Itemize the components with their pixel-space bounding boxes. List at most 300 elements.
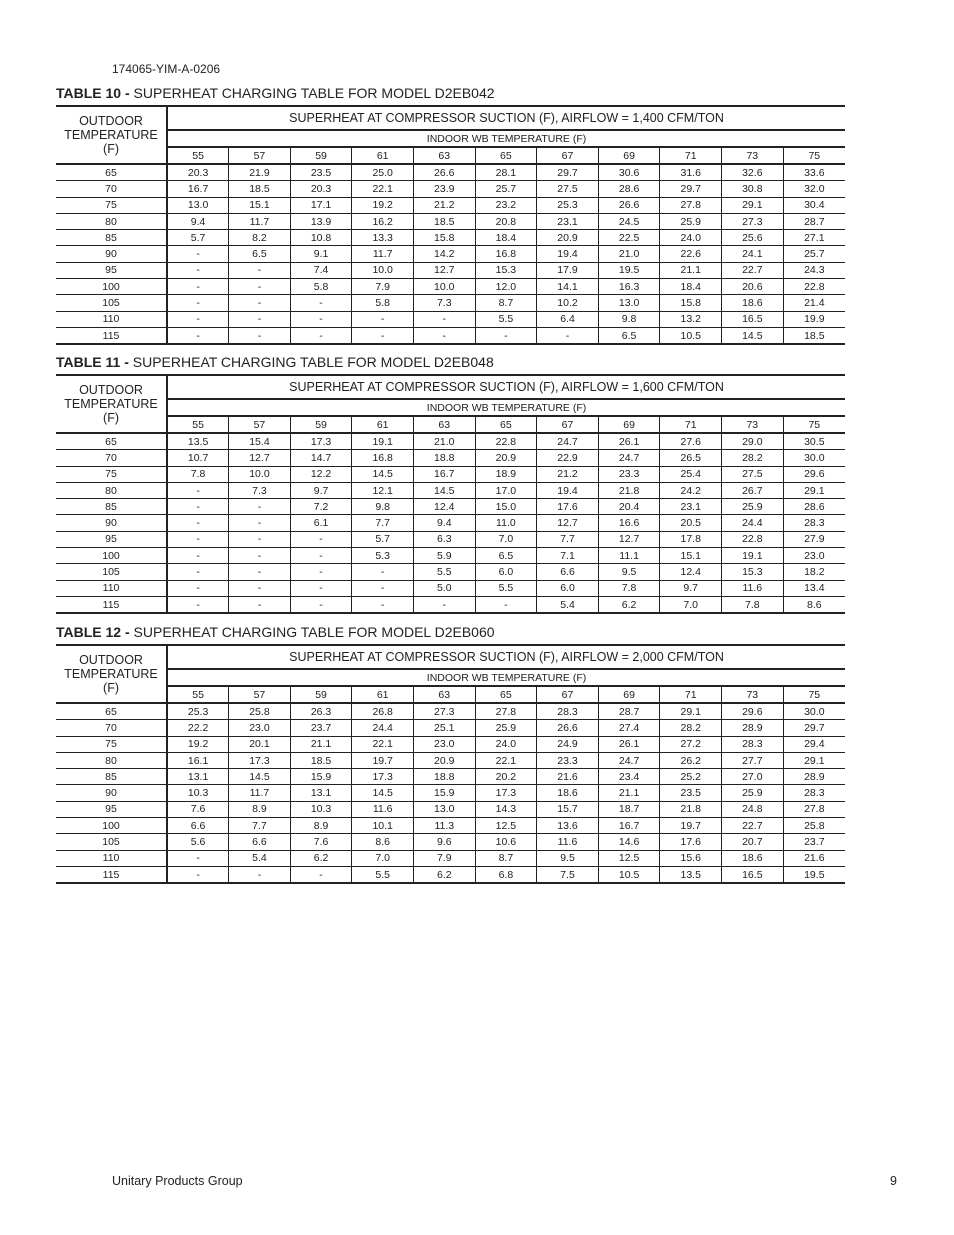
superheat-value-cell: 28.3 xyxy=(783,785,845,801)
superheat-value-cell: 8.6 xyxy=(783,596,845,613)
superheat-value-cell: 27.5 xyxy=(722,466,784,482)
superheat-value-cell: 28.6 xyxy=(783,499,845,515)
table-row xyxy=(56,327,845,344)
superheat-value-cell: 25.9 xyxy=(722,785,784,801)
superheat-value-cell: 17.3 xyxy=(475,785,537,801)
table-caption: SUPERHEAT CHARGING TABLE FOR MODEL D2EB060 xyxy=(133,624,495,640)
table-row xyxy=(56,548,845,564)
superheat-value-cell: 8.6 xyxy=(352,834,414,850)
superheat-value-cell: 18.5 xyxy=(783,327,845,344)
superheat-value-cell: 8.7 xyxy=(475,850,537,866)
superheat-value-cell: 19.2 xyxy=(167,736,229,752)
superheat-value-cell: 17.9 xyxy=(537,262,599,278)
superheat-value-cell: 21.0 xyxy=(413,433,475,450)
superheat-value-cell: - xyxy=(352,311,414,327)
table-row xyxy=(56,596,845,613)
superheat-value-cell: 12.2 xyxy=(290,466,352,482)
superheat-value-cell: 18.5 xyxy=(413,213,475,229)
superheat-value-cell: 24.4 xyxy=(352,720,414,736)
superheat-value-cell: 7.2 xyxy=(290,499,352,515)
superheat-value-cell: 14.5 xyxy=(722,327,784,344)
superheat-value-cell: 22.2 xyxy=(167,720,229,736)
superheat-value-cell: 7.3 xyxy=(413,295,475,311)
superheat-value-cell: 27.3 xyxy=(413,703,475,720)
superheat-value-cell: - xyxy=(413,596,475,613)
table-row xyxy=(56,720,845,736)
outdoor-temperature-cell: 115 xyxy=(56,596,167,613)
table-row xyxy=(56,433,845,450)
page-number: 9 xyxy=(890,1174,897,1188)
superheat-value-cell: 7.8 xyxy=(598,580,660,596)
superheat-value-cell: 29.6 xyxy=(783,466,845,482)
superheat-value-cell: 6.2 xyxy=(413,866,475,883)
superheat-value-cell: 13.5 xyxy=(660,866,722,883)
wb-column-header: 67 xyxy=(537,416,599,433)
outdoor-temperature-cell: 110 xyxy=(56,311,167,327)
superheat-value-cell: 21.1 xyxy=(598,785,660,801)
superheat-value-cell: 21.2 xyxy=(537,466,599,482)
outdoor-header-line: TEMPERATURE xyxy=(64,397,158,411)
outdoor-temperature-cell: 90 xyxy=(56,515,167,531)
superheat-value-cell: 16.7 xyxy=(413,466,475,482)
superheat-value-cell: 28.3 xyxy=(722,736,784,752)
superheat-value-cell: - xyxy=(290,295,352,311)
superheat-value-cell: - xyxy=(475,327,537,344)
superheat-value-cell: 23.5 xyxy=(290,164,352,181)
superheat-value-cell: 22.8 xyxy=(722,531,784,547)
outdoor-temperature-cell: 75 xyxy=(56,466,167,482)
superheat-value-cell: 11.6 xyxy=(352,801,414,817)
outdoor-temperature-cell: 105 xyxy=(56,834,167,850)
outdoor-temperature-cell: 100 xyxy=(56,548,167,564)
table-row xyxy=(56,482,845,498)
superheat-value-cell: - xyxy=(229,311,291,327)
superheat-value-cell: 20.6 xyxy=(722,279,784,295)
table-row xyxy=(56,311,845,327)
table-row xyxy=(56,164,845,181)
table-caption: SUPERHEAT CHARGING TABLE FOR MODEL D2EB042 xyxy=(133,85,495,101)
superheat-value-cell: 21.1 xyxy=(660,262,722,278)
superheat-value-cell: 15.9 xyxy=(413,785,475,801)
superheat-value-cell: 26.1 xyxy=(598,736,660,752)
superheat-value-cell: 11.7 xyxy=(229,213,291,229)
superheat-value-cell: - xyxy=(167,580,229,596)
superheat-value-cell: 7.1 xyxy=(537,548,599,564)
superheat-value-cell: 16.5 xyxy=(722,866,784,883)
superheat-value-cell: 5.8 xyxy=(352,295,414,311)
superheat-value-cell: 15.6 xyxy=(660,850,722,866)
superheat-value-cell: 25.7 xyxy=(475,181,537,197)
superheat-value-cell: 16.6 xyxy=(598,515,660,531)
superheat-value-cell: 23.1 xyxy=(537,213,599,229)
outdoor-temperature-cell: 65 xyxy=(56,164,167,181)
superheat-value-cell: 11.3 xyxy=(413,818,475,834)
superheat-value-cell: 17.0 xyxy=(475,482,537,498)
outdoor-header-line: (F) xyxy=(103,142,119,156)
superheat-value-cell: 13.6 xyxy=(537,818,599,834)
table-row xyxy=(56,279,845,295)
superheat-value-cell: 17.1 xyxy=(290,197,352,213)
superheat-value-cell: 20.8 xyxy=(475,213,537,229)
superheat-value-cell: 6.5 xyxy=(598,327,660,344)
superheat-value-cell: 5.7 xyxy=(352,531,414,547)
superheat-value-cell: 33.6 xyxy=(783,164,845,181)
superheat-value-cell: 24.7 xyxy=(598,450,660,466)
table-row xyxy=(56,850,845,866)
superheat-value-cell: 9.8 xyxy=(352,499,414,515)
superheat-value-cell: 6.6 xyxy=(537,564,599,580)
superheat-value-cell: 25.8 xyxy=(783,818,845,834)
superheat-value-cell: - xyxy=(352,580,414,596)
indoor-wb-header: INDOOR WB TEMPERATURE (F) xyxy=(167,399,845,416)
outdoor-header-line: TEMPERATURE xyxy=(64,128,158,142)
superheat-value-cell: 19.5 xyxy=(783,866,845,883)
superheat-value-cell: 23.7 xyxy=(290,720,352,736)
superheat-value-cell: 5.9 xyxy=(413,548,475,564)
superheat-value-cell: 18.6 xyxy=(722,850,784,866)
superheat-value-cell: 16.7 xyxy=(598,818,660,834)
superheat-value-cell: 30.5 xyxy=(783,433,845,450)
superheat-value-cell: 16.2 xyxy=(352,213,414,229)
wb-column-header: 73 xyxy=(722,686,784,703)
superheat-value-cell: 27.8 xyxy=(475,703,537,720)
superheat-value-cell: 30.4 xyxy=(783,197,845,213)
superheat-value-cell: - xyxy=(167,531,229,547)
superheat-value-cell: 26.3 xyxy=(290,703,352,720)
superheat-value-cell: 10.8 xyxy=(290,230,352,246)
superheat-value-cell: 27.1 xyxy=(783,230,845,246)
superheat-value-cell: - xyxy=(229,279,291,295)
outdoor-temperature-header xyxy=(56,106,167,164)
superheat-value-cell: 12.5 xyxy=(598,850,660,866)
superheat-value-cell: 16.8 xyxy=(352,450,414,466)
superheat-value-cell: 26.1 xyxy=(598,433,660,450)
outdoor-temperature-cell: 75 xyxy=(56,736,167,752)
superheat-value-cell: 12.1 xyxy=(352,482,414,498)
wb-column-header: 61 xyxy=(352,686,414,703)
table-row xyxy=(56,531,845,547)
superheat-value-cell: - xyxy=(196,329,200,342)
superheat-value-cell: - xyxy=(167,515,229,531)
wb-column-header: 73 xyxy=(722,147,784,164)
wb-column-header: 71 xyxy=(660,686,722,703)
wb-column-header: 67 xyxy=(537,147,599,164)
indoor-wb-header: INDOOR WB TEMPERATURE (F) xyxy=(167,130,845,147)
superheat-value-cell: 9.1 xyxy=(290,246,352,262)
superheat-value-cell: 23.3 xyxy=(598,466,660,482)
superheat-value-cell: 17.6 xyxy=(537,499,599,515)
superheat-value-cell: 10.5 xyxy=(660,327,722,344)
superheat-value-cell: 15.7 xyxy=(537,801,599,817)
superheat-value-cell: 20.2 xyxy=(475,769,537,785)
superheat-value-cell: 26.2 xyxy=(660,752,722,768)
table-row xyxy=(56,834,845,850)
table-row xyxy=(56,769,845,785)
superheat-value-cell: 28.9 xyxy=(783,769,845,785)
superheat-value-cell: 6.0 xyxy=(537,580,599,596)
superheat-value-cell: 27.6 xyxy=(660,433,722,450)
superheat-value-cell: 19.9 xyxy=(783,311,845,327)
outdoor-temperature-cell: 85 xyxy=(56,230,167,246)
superheat-value-cell: 10.1 xyxy=(352,818,414,834)
wb-column-header: 63 xyxy=(413,147,475,164)
superheat-value-cell: 16.1 xyxy=(167,752,229,768)
superheat-value-cell: 12.7 xyxy=(537,515,599,531)
superheat-value-cell: - xyxy=(167,482,229,498)
superheat-value-cell: - xyxy=(229,295,291,311)
superheat-value-cell: 9.4 xyxy=(167,213,229,229)
superheat-value-cell: 13.5 xyxy=(167,433,229,450)
superheat-value-cell: 18.8 xyxy=(413,769,475,785)
superheat-value-cell: 29.7 xyxy=(537,164,599,181)
wb-column-header: 55 xyxy=(167,147,229,164)
superheat-value-cell: 13.0 xyxy=(598,295,660,311)
superheat-value-cell: 5.6 xyxy=(167,834,229,850)
superheat-value-cell: 14.5 xyxy=(413,482,475,498)
superheat-value-cell: 9.4 xyxy=(413,515,475,531)
superheat-value-cell: 31.6 xyxy=(660,164,722,181)
outdoor-temperature-cell: 80 xyxy=(56,213,167,229)
superheat-value-cell: - xyxy=(229,327,291,344)
superheat-value-cell: - xyxy=(413,327,475,344)
superheat-value-cell: - xyxy=(167,499,229,515)
superheat-value-cell: 13.1 xyxy=(167,769,229,785)
superheat-value-cell: 29.0 xyxy=(722,433,784,450)
superheat-value-cell: 25.9 xyxy=(475,720,537,736)
superheat-value-cell: 26.6 xyxy=(413,164,475,181)
superheat-value-cell: 11.7 xyxy=(229,785,291,801)
superheat-value-cell: 11.0 xyxy=(475,515,537,531)
superheat-value-cell: 16.3 xyxy=(598,279,660,295)
wb-column-header: 63 xyxy=(413,416,475,433)
superheat-value-cell: 26.8 xyxy=(352,703,414,720)
superheat-value-cell: 18.7 xyxy=(598,801,660,817)
superheat-value-cell: 13.3 xyxy=(352,230,414,246)
superheat-value-cell: 30.8 xyxy=(722,181,784,197)
superheat-value-cell: 19.2 xyxy=(352,197,414,213)
superheat-value-cell: 14.5 xyxy=(352,466,414,482)
superheat-value-cell: 10.5 xyxy=(598,866,660,883)
superheat-value-cell: 14.5 xyxy=(352,785,414,801)
superheat-value-cell: 7.9 xyxy=(352,279,414,295)
superheat-value-cell: 5.4 xyxy=(537,596,599,613)
superheat-value-cell: 15.3 xyxy=(475,262,537,278)
superheat-value-cell: 8.9 xyxy=(229,801,291,817)
superheat-value-cell: 25.8 xyxy=(229,703,291,720)
superheat-value-cell: 29.7 xyxy=(783,720,845,736)
superheat-value-cell: 20.1 xyxy=(229,736,291,752)
superheat-value-cell: - xyxy=(167,246,229,262)
superheat-value-cell: 18.8 xyxy=(413,450,475,466)
table-row xyxy=(56,230,845,246)
wb-column-header: 59 xyxy=(290,416,352,433)
superheat-value-cell: 15.1 xyxy=(660,548,722,564)
superheat-value-cell: 24.0 xyxy=(660,230,722,246)
superheat-value-cell: 18.6 xyxy=(537,785,599,801)
superheat-value-cell: - xyxy=(229,564,291,580)
superheat-value-cell: - xyxy=(196,598,200,611)
superheat-value-cell: 18.6 xyxy=(722,295,784,311)
superheat-value-cell: 15.3 xyxy=(722,564,784,580)
superheat-header: SUPERHEAT AT COMPRESSOR SUCTION (F), AIRFLOW = 1,600 CFM/TON xyxy=(167,375,845,399)
table-row xyxy=(56,197,845,213)
superheat-value-cell: 6.5 xyxy=(475,548,537,564)
superheat-value-cell: 15.8 xyxy=(413,230,475,246)
superheat-value-cell: - xyxy=(167,548,229,564)
superheat-value-cell: 29.1 xyxy=(783,482,845,498)
superheat-value-cell: - xyxy=(352,564,414,580)
table-row xyxy=(56,466,845,482)
table-row xyxy=(56,262,845,278)
superheat-value-cell: 16.8 xyxy=(475,246,537,262)
superheat-value-cell: 28.3 xyxy=(537,703,599,720)
superheat-value-cell: 23.2 xyxy=(475,197,537,213)
superheat-value-cell: 22.1 xyxy=(475,752,537,768)
table-10-block xyxy=(56,84,845,345)
superheat-value-cell: 23.1 xyxy=(660,499,722,515)
superheat-value-cell: 24.7 xyxy=(537,433,599,450)
superheat-value-cell: 5.8 xyxy=(290,279,352,295)
superheat-value-cell: - xyxy=(290,531,352,547)
superheat-value-cell: 19.5 xyxy=(598,262,660,278)
superheat-value-cell: 27.8 xyxy=(660,197,722,213)
superheat-value-cell: 22.5 xyxy=(598,230,660,246)
table-row xyxy=(56,181,845,197)
table-row xyxy=(56,564,845,580)
outdoor-temperature-cell: 90 xyxy=(56,785,167,801)
superheat-value-cell: 6.8 xyxy=(475,866,537,883)
table-row xyxy=(56,736,845,752)
wb-column-header: 65 xyxy=(475,686,537,703)
superheat-value-cell: 20.9 xyxy=(537,230,599,246)
table-row xyxy=(56,246,845,262)
superheat-value-cell: 9.6 xyxy=(413,834,475,850)
superheat-value-cell: 27.5 xyxy=(537,181,599,197)
superheat-value-cell: 29.1 xyxy=(722,197,784,213)
superheat-value-cell: 29.7 xyxy=(660,181,722,197)
superheat-value-cell: 27.2 xyxy=(660,736,722,752)
outdoor-header-line: (F) xyxy=(103,411,119,425)
wb-column-header: 65 xyxy=(475,147,537,164)
outdoor-temperature-cell: 95 xyxy=(56,531,167,547)
outdoor-temperature-cell: 65 xyxy=(56,703,167,720)
superheat-value-cell: 24.5 xyxy=(598,213,660,229)
superheat-header: SUPERHEAT AT COMPRESSOR SUCTION (F), AIRFLOW = 1,400 CFM/TON xyxy=(167,106,845,130)
superheat-value-cell: 17.3 xyxy=(352,769,414,785)
superheat-value-cell: 22.7 xyxy=(722,262,784,278)
superheat-value-cell: 18.5 xyxy=(229,181,291,197)
superheat-value-cell: - xyxy=(229,515,291,531)
superheat-value-cell: - xyxy=(290,580,352,596)
superheat-value-cell: 20.9 xyxy=(475,450,537,466)
superheat-value-cell: - xyxy=(167,262,229,278)
superheat-value-cell: 7.7 xyxy=(229,818,291,834)
superheat-value-cell: 18.9 xyxy=(475,466,537,482)
superheat-value-cell: 30.0 xyxy=(783,450,845,466)
superheat-value-cell: 9.5 xyxy=(537,850,599,866)
superheat-value-cell: 19.1 xyxy=(722,548,784,564)
superheat-value-cell: 32.6 xyxy=(722,164,784,181)
superheat-value-cell: 21.8 xyxy=(660,801,722,817)
superheat-value-cell: 18.5 xyxy=(290,752,352,768)
table-11-block xyxy=(56,353,845,614)
superheat-value-cell: 8.9 xyxy=(290,818,352,834)
wb-column-header: 69 xyxy=(598,147,660,164)
superheat-value-cell: - xyxy=(290,596,352,613)
superheat-value-cell: - xyxy=(167,564,229,580)
outdoor-temperature-cell: 80 xyxy=(56,482,167,498)
superheat-value-cell: 16.7 xyxy=(167,181,229,197)
table-row xyxy=(56,818,845,834)
outdoor-temperature-cell: 95 xyxy=(56,801,167,817)
superheat-value-cell: 19.4 xyxy=(537,482,599,498)
wb-column-header: 69 xyxy=(598,416,660,433)
table-row xyxy=(56,801,845,817)
outdoor-temperature-cell: 95 xyxy=(56,262,167,278)
superheat-value-cell: 15.8 xyxy=(660,295,722,311)
wb-column-header: 69 xyxy=(598,686,660,703)
superheat-value-cell: 15.1 xyxy=(229,197,291,213)
outdoor-header-line: OUTDOOR xyxy=(79,114,143,128)
superheat-value-cell: 6.0 xyxy=(475,564,537,580)
table-row xyxy=(56,785,845,801)
superheat-value-cell: 14.7 xyxy=(290,450,352,466)
table-row xyxy=(56,866,845,883)
superheat-value-cell: 15.9 xyxy=(290,769,352,785)
superheat-value-cell: 19.7 xyxy=(660,818,722,834)
superheat-value-cell: 9.7 xyxy=(290,482,352,498)
superheat-value-cell: 11.1 xyxy=(598,548,660,564)
superheat-value-cell: 24.0 xyxy=(475,736,537,752)
superheat-value-cell: 23.0 xyxy=(413,736,475,752)
superheat-value-cell: 5.3 xyxy=(352,548,414,564)
superheat-value-cell: 25.0 xyxy=(352,164,414,181)
superheat-value-cell: 22.8 xyxy=(475,433,537,450)
superheat-value-cell: 12.4 xyxy=(660,564,722,580)
superheat-value-cell: 17.6 xyxy=(660,834,722,850)
wb-column-header: 57 xyxy=(229,416,291,433)
superheat-value-cell: 27.8 xyxy=(783,801,845,817)
outdoor-temperature-cell: 110 xyxy=(56,580,167,596)
superheat-value-cell: 12.0 xyxy=(475,279,537,295)
outdoor-temperature-cell: 85 xyxy=(56,769,167,785)
superheat-value-cell: 23.7 xyxy=(783,834,845,850)
superheat-value-cell: 24.3 xyxy=(783,262,845,278)
superheat-value-cell: 5.5 xyxy=(475,311,537,327)
superheat-value-cell: 7.0 xyxy=(475,531,537,547)
superheat-value-cell: 27.4 xyxy=(598,720,660,736)
table-number: TABLE 12 - xyxy=(56,624,134,640)
superheat-value-cell: 24.7 xyxy=(598,752,660,768)
superheat-value-cell: 8.7 xyxy=(475,295,537,311)
superheat-value-cell: 17.3 xyxy=(290,433,352,450)
superheat-value-cell: 28.9 xyxy=(722,720,784,736)
wb-column-header: 63 xyxy=(413,686,475,703)
superheat-value-cell: 5.0 xyxy=(413,580,475,596)
superheat-value-cell: - xyxy=(475,596,537,613)
superheat-table xyxy=(56,105,845,345)
superheat-value-cell: - xyxy=(413,311,475,327)
superheat-value-cell: 28.3 xyxy=(783,515,845,531)
superheat-value-cell: - xyxy=(167,850,229,866)
outdoor-temperature-cell: 90 xyxy=(56,246,167,262)
superheat-value-cell: 28.2 xyxy=(722,450,784,466)
superheat-value-cell: 5.7 xyxy=(167,230,229,246)
superheat-value-cell: 26.6 xyxy=(537,720,599,736)
superheat-value-cell: 28.6 xyxy=(598,181,660,197)
superheat-value-cell: 10.2 xyxy=(537,295,599,311)
superheat-value-cell: 25.6 xyxy=(722,230,784,246)
